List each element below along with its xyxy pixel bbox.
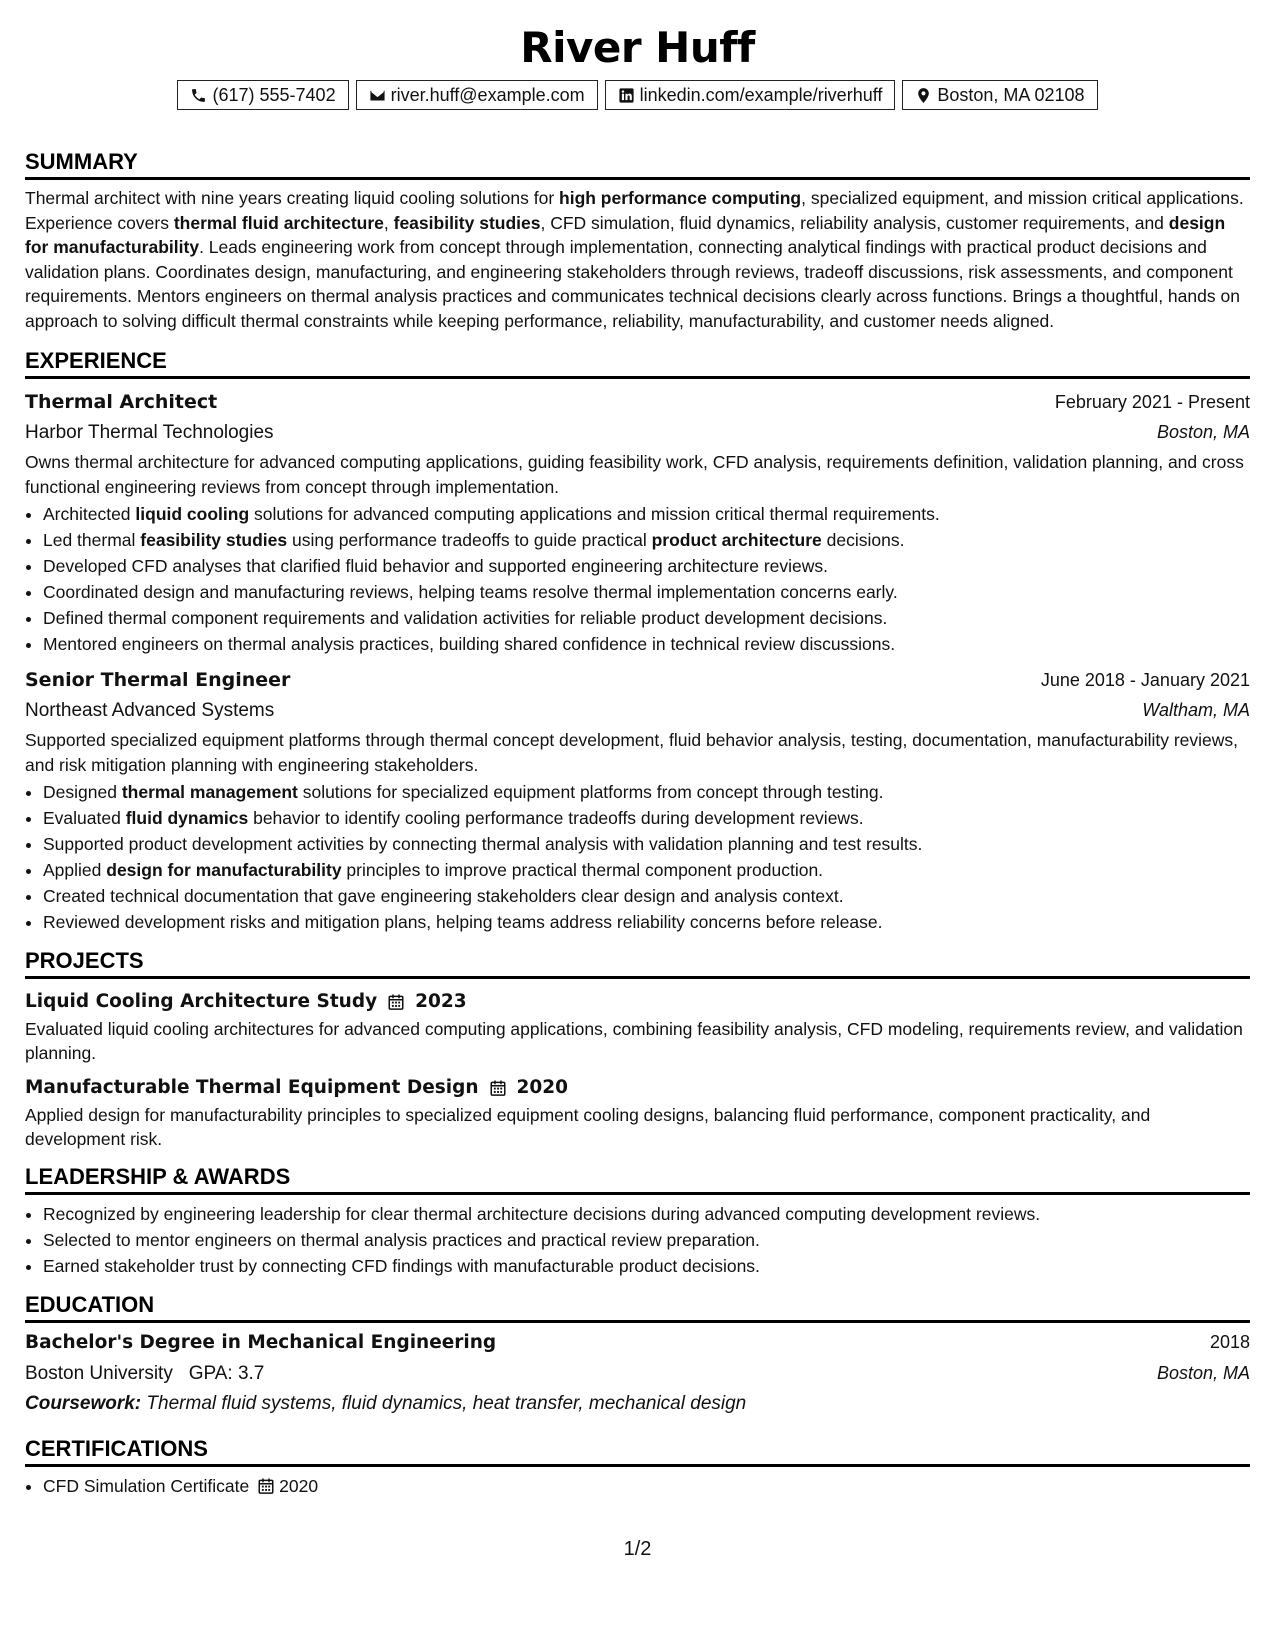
education-section [25, 1291, 1250, 1419]
location-text: Boston, MA 02108 [937, 84, 1085, 105]
section-title-projects: PROJECTS [25, 947, 1250, 979]
candidate-name: River Huff [520, 23, 755, 72]
text-run: Thermal architect with nine years creating liquid cooling solutions for [25, 188, 560, 208]
linkedin-text: linkedin.com/example/riverhuff [639, 84, 883, 105]
text-run: decisions. [821, 530, 905, 550]
coursework-label: Coursework: [25, 1393, 142, 1414]
job-entry [25, 665, 1250, 935]
job-company: Northeast Advanced Systems [25, 700, 275, 721]
list-item: • Recognized by engineering leadership for clear thermal architecture decisions during advanced computing development reviews. [43, 1201, 1250, 1227]
project-year: 2023 [415, 991, 467, 1012]
text-run: Mentored engineers on thermal analysis practices, building shared confidence in technical review discussions. [43, 634, 896, 654]
text-run: solutions for advanced computing applications and mission critical thermal requirements. [249, 504, 940, 524]
certification-name: • CFD Simulation Certificate [43, 1476, 250, 1496]
list-item [43, 579, 1250, 605]
text-run: Created technical documentation that gave engineering stakeholders clear design and analysis context. [43, 886, 844, 906]
certifications-section [25, 1435, 1250, 1499]
linkedin-icon [618, 87, 635, 104]
section-title-summary: SUMMARY [25, 148, 1250, 180]
list-item [43, 527, 1250, 553]
text-run: solutions for specialized equipment platforms from concept through testing. [297, 782, 884, 802]
list-item [43, 883, 1250, 909]
page-number: 1/2 [623, 1538, 652, 1560]
summary-text [25, 186, 1250, 333]
text-run: Coordinated design and manufacturing reviews, helping teams resolve thermal implementation concerns early. [43, 582, 898, 602]
job-company: Harbor Thermal Technologies [25, 422, 274, 443]
location-pin-icon [915, 87, 932, 104]
contact-email[interactable] [356, 80, 598, 110]
calendar-icon [489, 1079, 507, 1097]
section-title-education: EDUCATION [25, 1291, 1250, 1323]
job-title: Senior Thermal Engineer [25, 669, 291, 691]
gpa: GPA: 3.7 [188, 1363, 265, 1384]
contact-location [902, 80, 1097, 110]
text-run: Architected [43, 504, 136, 524]
project-entry [25, 1073, 1250, 1151]
job-location: Boston, MA [1156, 422, 1250, 442]
list-item [43, 1473, 1250, 1499]
bold-phrase: feasibility studies [140, 530, 288, 550]
project-name: Liquid Cooling Architecture Study [25, 991, 378, 1012]
email-text: river.huff@example.com [390, 84, 585, 105]
project-name: Manufacturable Thermal Equipment Design [25, 1077, 479, 1098]
list-item [43, 501, 1250, 527]
project-entry [25, 987, 1250, 1065]
school-line [25, 1359, 264, 1389]
list-item [43, 831, 1250, 857]
bold-phrase: design for manufacturability [106, 860, 342, 880]
text-run: principles to improve practical thermal component production. [341, 860, 824, 880]
coursework [25, 1389, 1250, 1419]
text-run: Evaluated [43, 808, 126, 828]
list-item [43, 857, 1250, 883]
text-run: Led thermal [43, 530, 141, 550]
coursework-text: Thermal fluid systems, fluid dynamics, heat transfer, mechanical design [146, 1393, 747, 1414]
list-item [43, 553, 1250, 579]
text-run: , [383, 212, 394, 233]
job-entry [25, 387, 1250, 657]
bold-phrase: thermal fluid architecture [173, 212, 384, 233]
section-title-experience: EXPERIENCE [25, 347, 1250, 379]
text-run: Supported product development activities by connecting thermal analysis with validation planning and test results. [43, 834, 923, 854]
leadership-bullets [25, 1201, 1250, 1279]
project-description: Evaluated liquid cooling architectures for advanced computing applications, combining feasibility analysis, CFD modeling, requirements review, and validation planning. [25, 1019, 1243, 1063]
list-item [43, 805, 1250, 831]
text-run: Reviewed development risks and mitigation plans, helping teams address reliability concerns before release. [43, 912, 883, 932]
job-description: Owns thermal architecture for advanced computing applications, guiding feasibility work, CFD analysis, requirements definition, validation planning, and cross functional engineering reviews from concept through implementation. [25, 452, 1244, 497]
text-run: , specialized equipment, and mission critical applications. Experience covers [25, 188, 1244, 233]
bold-phrase: liquid cooling [135, 504, 250, 524]
text-run: Designed [43, 782, 122, 802]
list-item [43, 779, 1250, 805]
bold-phrase: fluid dynamics [125, 808, 249, 828]
list-item [43, 605, 1250, 631]
resume-page [25, 20, 1250, 1499]
list-item: • Selected to mentor engineers on thermal analysis practices and practical review preparation. [43, 1227, 1250, 1253]
job-dates: June 2018 - January 2021 [1040, 670, 1250, 690]
project-description: Applied design for manufacturability principles to specialized equipment cooling designs, balancing fluid performance, component practicality, and development risk. [25, 1105, 1151, 1149]
graduation-year: 2018 [1209, 1332, 1250, 1352]
experience-section [25, 347, 1250, 935]
list-item: • Earned stakeholder trust by connecting CFD findings with manufacturable product decisions. [43, 1253, 1250, 1279]
bold-phrase: feasibility studies [393, 212, 541, 233]
contact-bar [25, 80, 1250, 110]
summary-section [25, 148, 1250, 333]
job-location: Waltham, MA [1142, 700, 1250, 720]
bold-phrase: product architecture [651, 530, 822, 550]
list-item [43, 631, 1250, 657]
section-title-leadership: LEADERSHIP & AWARDS [25, 1163, 1250, 1195]
phone-icon [190, 87, 207, 104]
school-location: Boston, MA [1156, 1363, 1250, 1383]
contact-linkedin[interactable] [605, 80, 896, 110]
calendar-icon [387, 993, 405, 1011]
project-year: 2020 [516, 1077, 569, 1098]
calendar-icon [257, 1477, 275, 1495]
text-run: Developed CFD analyses that clarified fluid behavior and supported engineering architecture reviews. [43, 556, 829, 576]
text-run: behavior to identify cooling performance tradeoffs during development reviews. [248, 808, 864, 828]
section-title-certifications: CERTIFICATIONS [25, 1435, 1250, 1467]
degree-title: Bachelor's Degree in Mechanical Engineering [25, 1332, 497, 1353]
school-name: Boston University [25, 1363, 173, 1384]
job-bullets [25, 779, 1250, 935]
list-item [43, 909, 1250, 935]
bold-phrase: high performance computing [559, 188, 802, 208]
bold-phrase: design for manufacturability [25, 212, 1226, 257]
leadership-section [25, 1163, 1250, 1279]
job-bullets [25, 501, 1250, 657]
job-dates: February 2021 - Present [1054, 392, 1250, 412]
job-title: Thermal Architect [25, 391, 218, 413]
text-run: Defined thermal component requirements and validation activities for reliable product development decisions. [43, 608, 888, 628]
job-description: Supported specialized equipment platforms through thermal concept development, fluid behavior analysis, testing, documentation, manufacturability reviews, and risk mitigation planning with engineering stakeholders. [25, 730, 1239, 775]
text-run: Applied [43, 860, 107, 880]
phone-text: (617) 555-7402 [212, 84, 336, 105]
envelope-icon [369, 87, 386, 104]
text-run: using performance tradeoffs to guide practical [287, 530, 652, 550]
text-run: . Leads engineering work from concept through implementation, connecting analytical findings with practical product decisions and validation plans. Coordinates design, manufacturing, and engineering stakeholders through reviews, tradeoff discussions, risk assessments, and component requirements. Mentors engineers on thermal analysis practices and communicates technical decisions clearly across functions. Brings a thoughtful, hands on approach to solving difficult thermal constraints while keeping performance, reliability, manufacturability, and customer needs aligned. [25, 237, 1240, 331]
text-run: , CFD simulation, fluid dynamics, reliability analysis, customer requirements, and [540, 212, 1169, 233]
certification-list [25, 1473, 1250, 1499]
contact-phone[interactable] [177, 80, 348, 110]
bold-phrase: thermal management [121, 782, 298, 802]
certification-year: 2020 [279, 1476, 319, 1496]
projects-section [25, 947, 1250, 1151]
